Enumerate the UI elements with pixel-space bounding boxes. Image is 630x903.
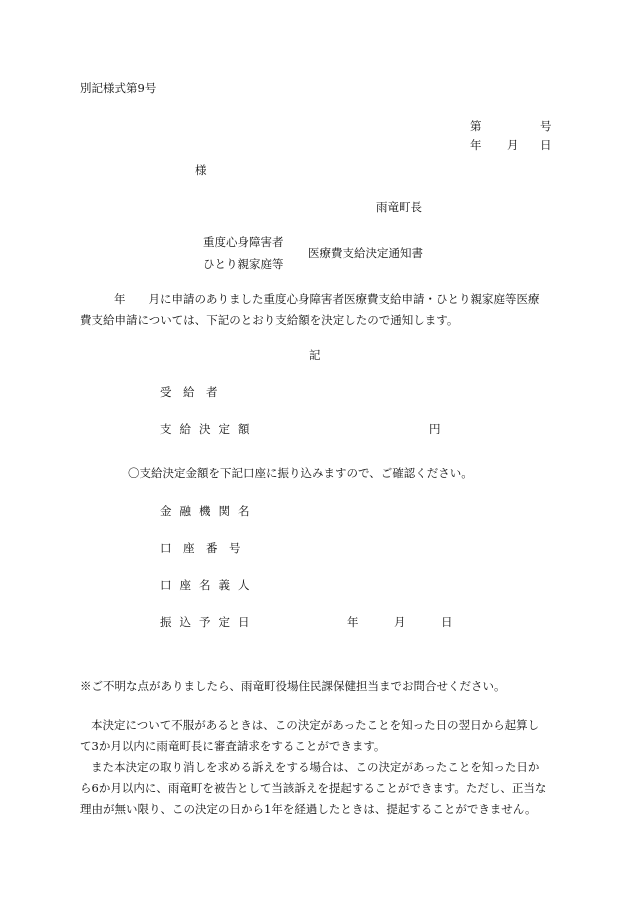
- addressee-honorific: 様: [195, 163, 207, 177]
- transfer-month: 月: [394, 615, 406, 629]
- transfer-day: 日: [441, 615, 453, 629]
- doc-number-suffix: 号: [540, 119, 552, 133]
- account-holder-label: 口座名義人: [160, 578, 258, 592]
- date-day: 日: [540, 138, 552, 152]
- title-line-2: ひとり親家庭等: [203, 257, 284, 271]
- appeal-p1-line-2: て3か月以内に雨竜町長に審査請求をすることができます。: [80, 739, 386, 753]
- transfer-year: 年: [347, 615, 359, 629]
- form-number: 別記様式第9号: [80, 81, 157, 95]
- issuer: 雨竜町長: [376, 200, 422, 214]
- transfer-date-label: 振込予定日: [160, 615, 258, 629]
- account-number-label: 口 座 番 号: [160, 541, 241, 555]
- title-line-1: 重度心身障害者: [203, 235, 284, 249]
- transfer-note: 〇支給決定金額を下記口座に振り込みますので、ご確認ください。: [128, 466, 473, 480]
- appeal-p2-line-3: 理由が無い限り、この決定の日から1年を経過したときは、提起することができません。: [80, 802, 537, 816]
- date-year: 年: [470, 138, 482, 152]
- inquiry-note: ※ご不明な点がありましたら、雨竜町役場住民課保健担当までお問合せください。: [80, 679, 506, 693]
- appeal-p1-line-1: 本決定について不服があるときは、この決定があったことを知った日の翌日から起算し: [91, 718, 540, 732]
- title-main: 医療費支給決定通知書: [308, 246, 423, 260]
- doc-number-prefix: 第: [470, 119, 482, 133]
- amount-label: 支給決定額: [160, 422, 258, 436]
- recipient-label: 受 給 者: [160, 385, 218, 399]
- date-month: 月: [507, 138, 519, 152]
- ki-heading: 記: [309, 348, 321, 362]
- bank-institution-label: 金融機関名: [160, 504, 258, 518]
- intro-line-1: 年 月に申請のありました重度心身障害者医療費支給申請・ひとり親家庭等医療: [114, 292, 540, 306]
- amount-unit: 円: [429, 422, 441, 436]
- appeal-p2-line-1: また本決定の取り消しを求める訴えをする場合は、この決定があったことを知った日か: [91, 760, 540, 774]
- appeal-p2-line-2: ら6か月以内に、雨竜町を被告として当該訴えを提起することができます。ただし、正当な: [80, 781, 547, 795]
- intro-line-2: 費支給申請については、下記のとおり支給額を決定したので通知します。: [80, 313, 459, 327]
